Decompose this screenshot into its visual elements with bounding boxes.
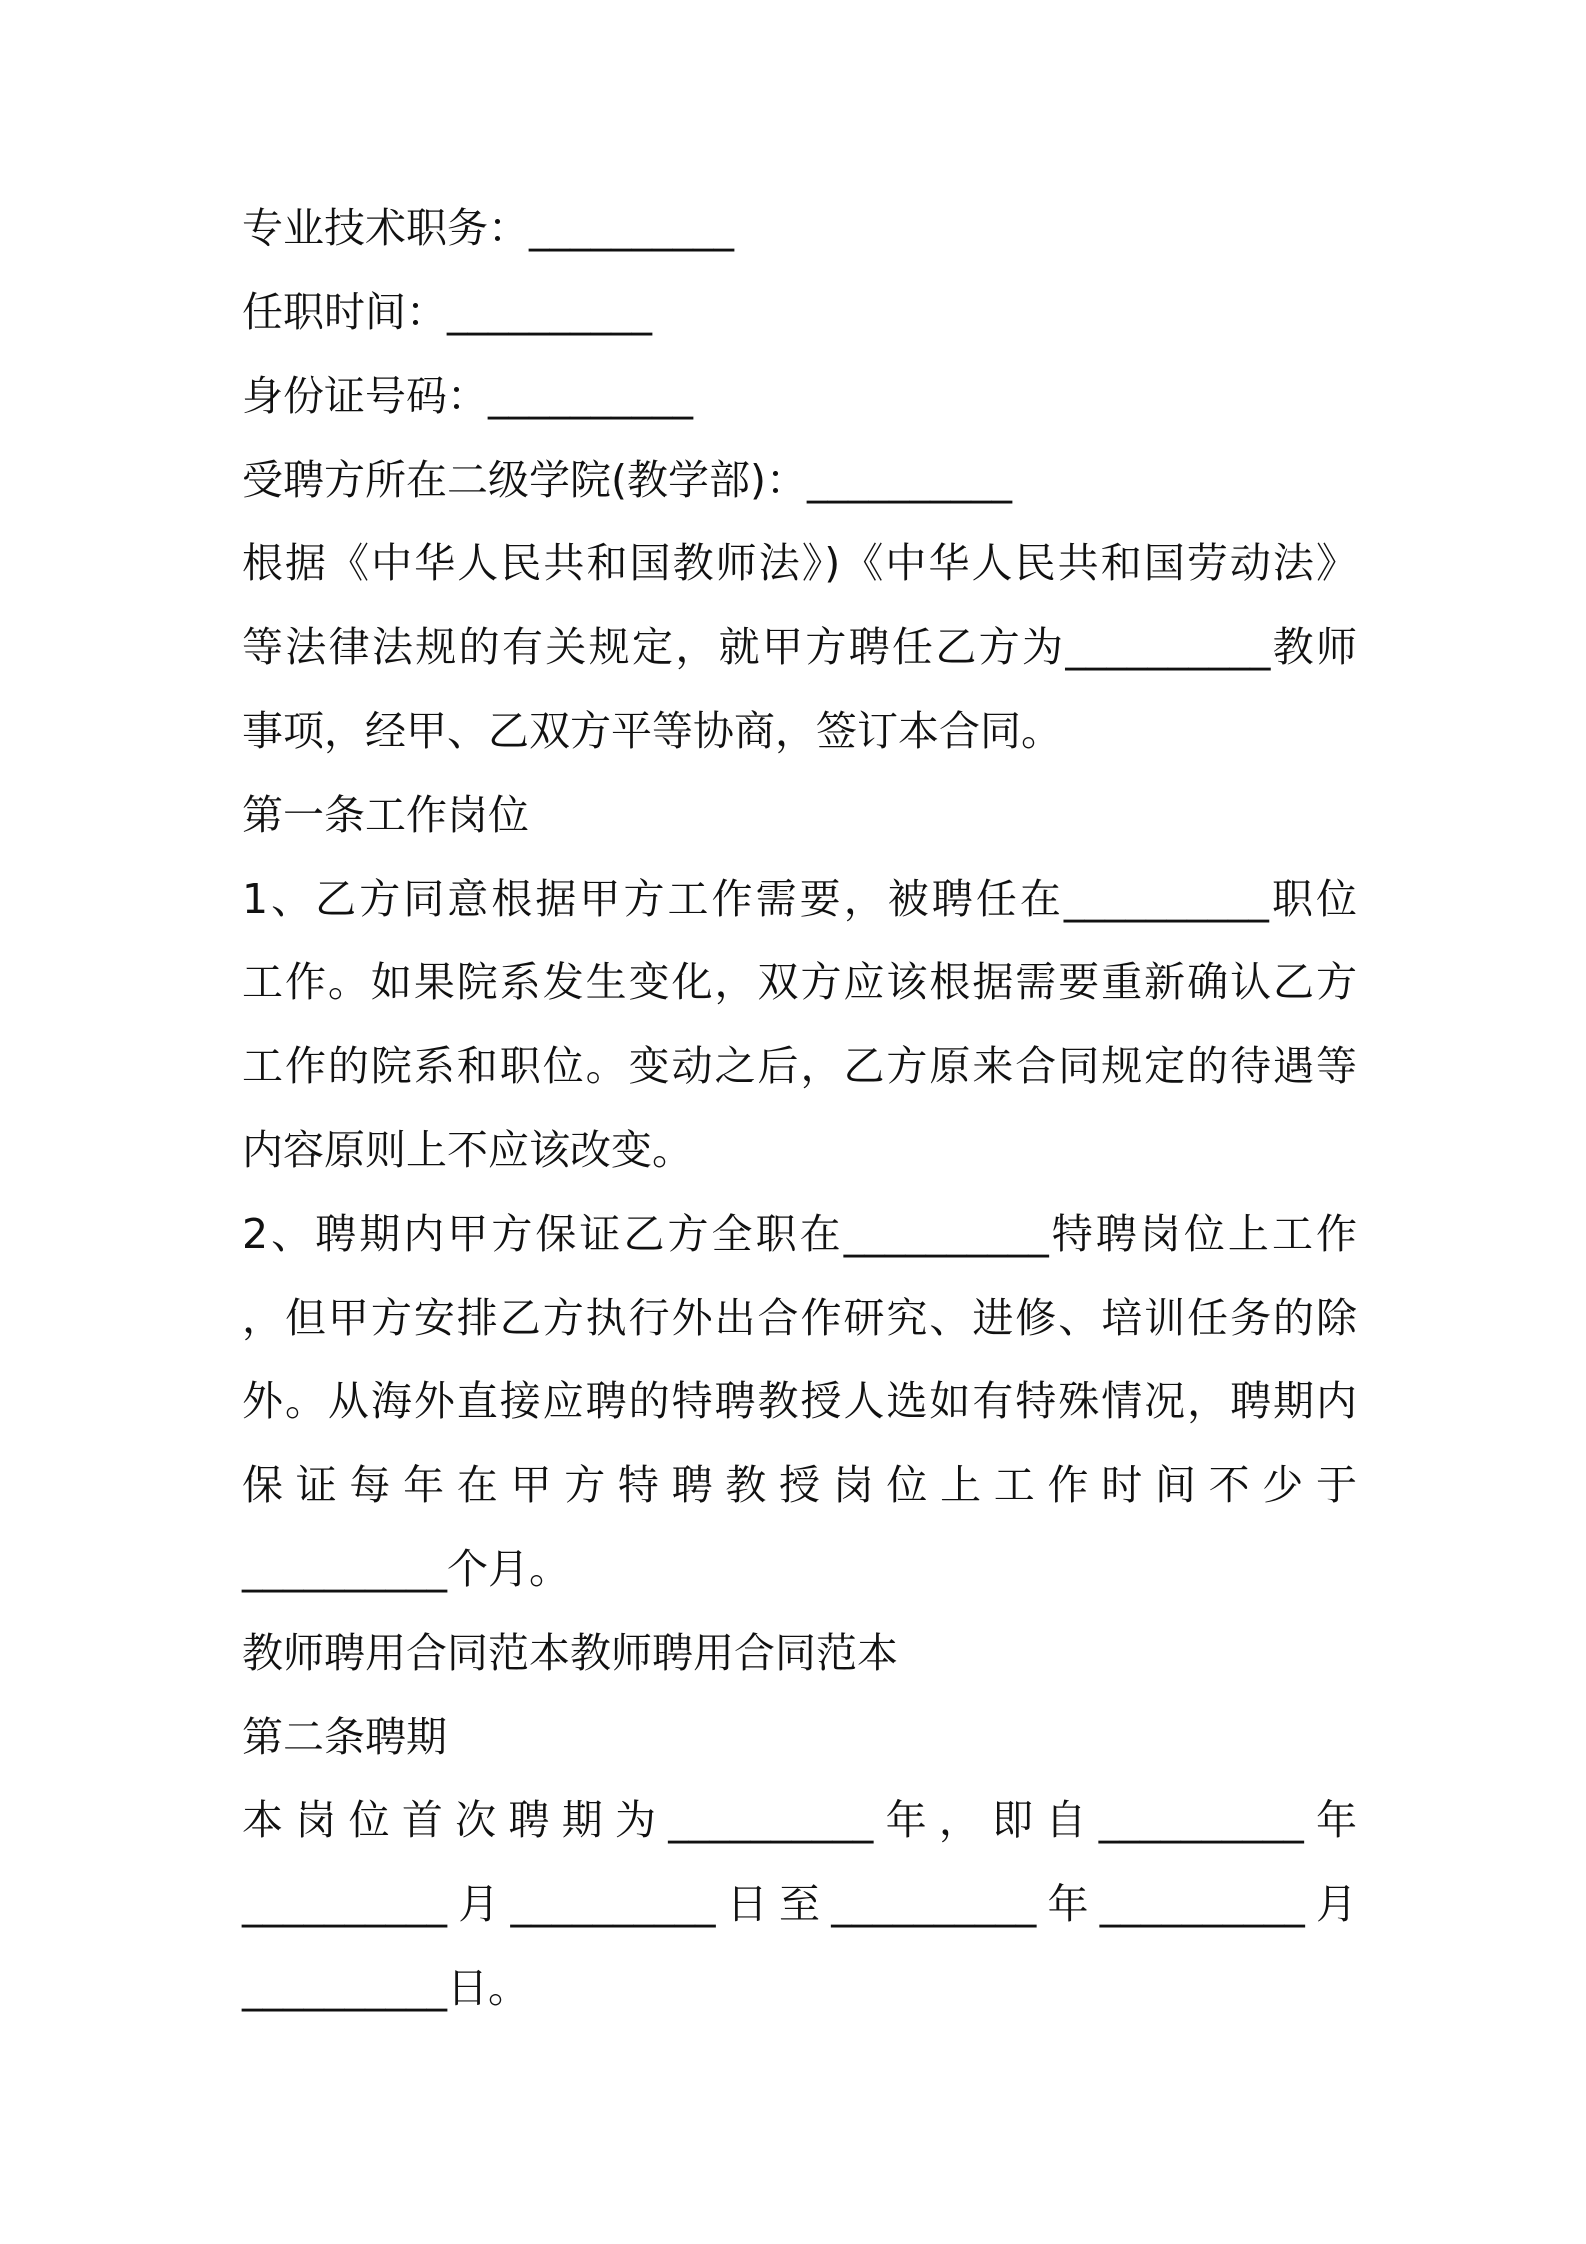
body-paragraph-line: 保证每年在甲方特聘教授岗位上工作时间不少于 [242, 1461, 1357, 1509]
field-college: 受聘方所在二级学院(教学部)：__________ [242, 456, 1012, 504]
body-paragraph-line: 工作的院系和职位。变动之后，乙方原来合同规定的待遇等 [242, 1042, 1357, 1090]
document-title-line: 教师聘用合同范本教师聘用合同范本 [242, 1629, 898, 1677]
body-paragraph-line: __________月__________日至__________年__________月 [242, 1880, 1357, 1928]
body-paragraph-line: 等法律法规的有关规定，就甲方聘任乙方为__________教师 [242, 623, 1357, 671]
body-paragraph-line: 1、乙方同意根据甲方工作需要，被聘任在__________职位 [242, 875, 1357, 923]
body-paragraph-line: ，但甲方安排乙方执行外出合作研究、进修、培训任务的除 [242, 1294, 1357, 1342]
field-id-number: 身份证号码：__________ [242, 372, 693, 420]
body-paragraph-line: 根据《中华人民共和国教师法》)《中华人民共和国劳动法》 [242, 539, 1357, 587]
body-paragraph-line: 本岗位首次聘期为__________年，即自__________年 [242, 1796, 1357, 1844]
section-heading: 第二条聘期 [242, 1713, 447, 1761]
body-paragraph-line: 事项，经甲、乙双方平等协商，签订本合同。 [242, 707, 1062, 755]
body-paragraph-line: 2、聘期内甲方保证乙方全职在__________特聘岗位上工作 [242, 1210, 1357, 1258]
section-heading: 第一条工作岗位 [242, 791, 529, 839]
body-paragraph-line: __________日。 [242, 1964, 529, 2012]
body-paragraph-line: 外。从海外直接应聘的特聘教授人选如有特殊情况，聘期内 [242, 1377, 1357, 1425]
body-paragraph-line: 内容原则上不应该改变。 [242, 1126, 693, 1174]
field-professional-title: 专业技术职务：__________ [242, 204, 734, 252]
field-appointment-date: 任职时间：__________ [242, 288, 652, 336]
body-paragraph-line: 工作。如果院系发生变化，双方应该根据需要重新确认乙方 [242, 958, 1357, 1006]
body-paragraph-line: __________个月。 [242, 1545, 570, 1593]
